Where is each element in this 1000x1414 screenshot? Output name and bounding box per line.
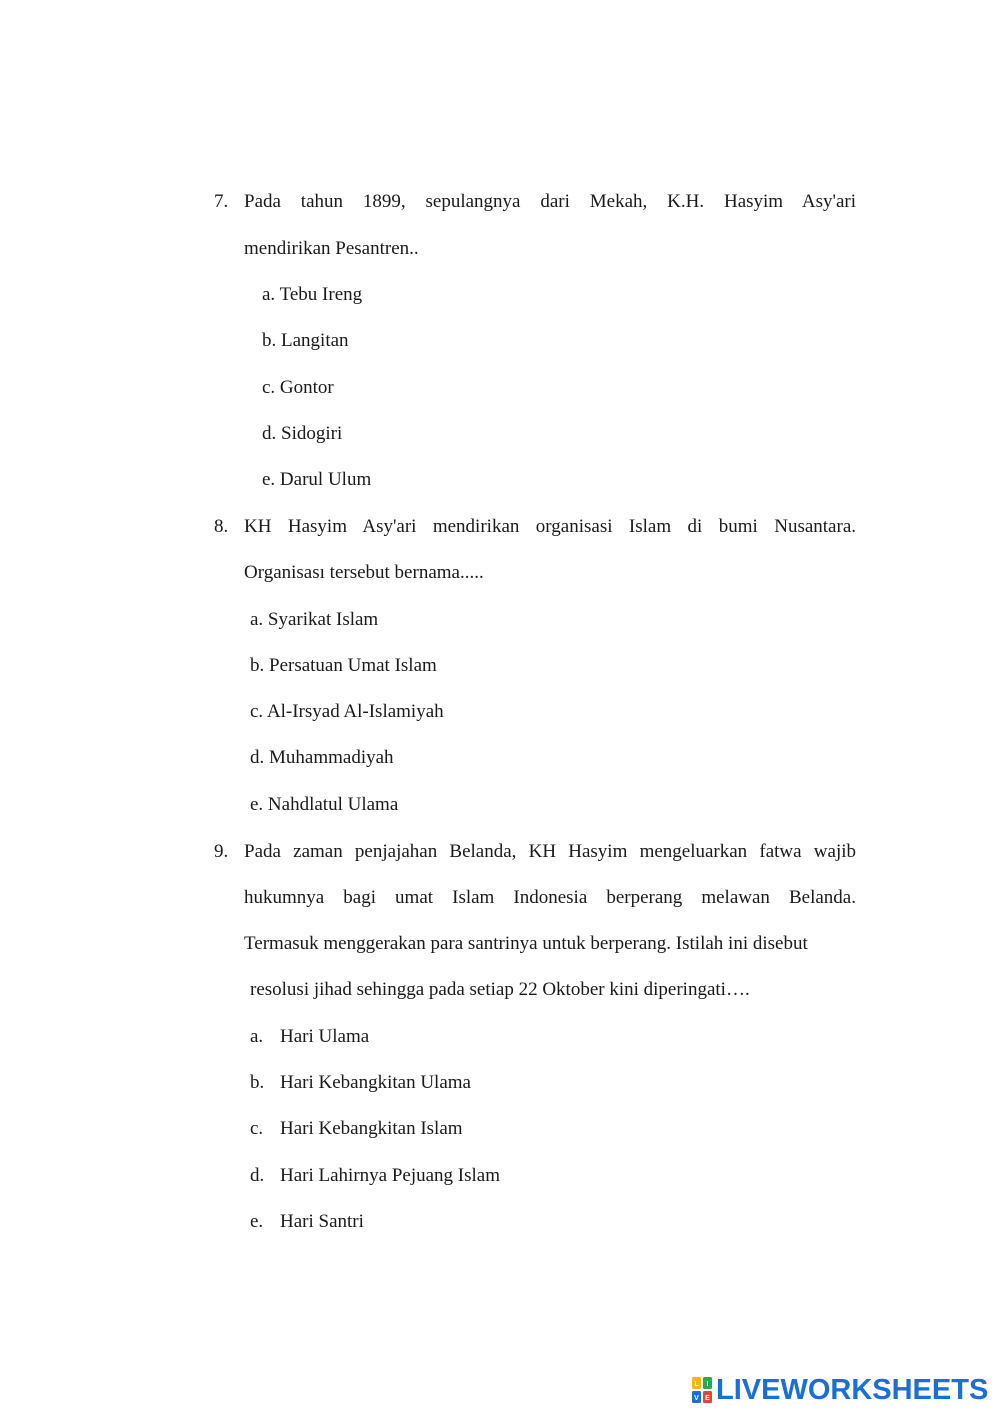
question-7-option-b[interactable]: b. Langitan — [262, 330, 349, 351]
question-8-option-a[interactable]: a. Syarikat Islam — [250, 609, 379, 630]
question-7-option-c[interactable]: c. Gontor — [262, 377, 334, 398]
question-9-option-e-text[interactable]: Hari Santri — [280, 1211, 364, 1232]
question-9-option-c-text[interactable]: Hari Kebangkitan Islam — [280, 1118, 463, 1139]
question-7-option-a[interactable]: a. Tebu Ireng — [262, 284, 363, 305]
question-7-option-e[interactable]: e. Darul Ulum — [262, 469, 372, 490]
question-9-stem-line-3: Termasuk menggerakan para santrinya untuk berperang. Istilah ini disebut — [244, 933, 808, 954]
liveworksheets-logo-text: LIVEWORKSHEETS — [716, 1374, 989, 1406]
question-8-option-b[interactable]: b. Persatuan Umat Islam — [250, 655, 437, 676]
svg-text:L: L — [694, 1381, 699, 1388]
liveworksheets-logo-mark-icon — [692, 1377, 712, 1403]
question-9-option-e-letter[interactable]: e. — [250, 1211, 264, 1232]
question-9-option-a-letter[interactable]: a. — [250, 1026, 264, 1047]
question-7-stem-line-1: Pada tahun 1899, sepulangnya dari Mekah, K.H. Hasyim Asy'ari — [244, 191, 856, 212]
question-8-option-e[interactable]: e. Nahdlatul Ulama — [250, 794, 399, 815]
question-9-number: 9. — [214, 841, 229, 862]
question-9-option-a-text[interactable]: Hari Ulama — [280, 1026, 370, 1047]
svg-text:V: V — [694, 1395, 699, 1402]
svg-text:I: I — [706, 1381, 709, 1388]
liveworksheets-logo — [692, 1373, 988, 1407]
question-7-stem-line-2: mendirikan Pesantren.. — [244, 238, 419, 259]
question-9-option-c-letter[interactable]: c. — [250, 1118, 264, 1139]
question-8-option-d[interactable]: d. Muhammadiyah — [250, 747, 394, 768]
question-8-number: 8. — [214, 516, 229, 537]
svg-text:E: E — [705, 1395, 710, 1402]
question-9-stem-line-4: resolusi jihad sehingga pada setiap 22 Oktober kini diperingati…. — [250, 979, 750, 1000]
question-9-stem-line-1: Pada zaman penjajahan Belanda, KH Hasyim mengeluarkan fatwa wajib — [244, 841, 856, 862]
question-8-option-c[interactable]: c. Al-Irsyad Al-Islamiyah — [250, 701, 444, 722]
question-7-number: 7. — [214, 191, 229, 212]
question-7-option-d[interactable]: d. Sidogiri — [262, 423, 343, 444]
question-9-option-d-text[interactable]: Hari Lahirnya Pejuang Islam — [280, 1165, 501, 1186]
question-9-option-b-text[interactable]: Hari Kebangkitan Ulama — [280, 1072, 471, 1093]
question-8-stem-line-2: Organisası tersebut bernama..... — [244, 562, 484, 583]
question-9-stem-line-2: hukumnya bagi umat Islam Indonesia berperang melawan Belanda. — [244, 887, 856, 908]
question-9-option-d-letter[interactable]: d. — [250, 1165, 265, 1186]
question-9-option-b-letter[interactable]: b. — [250, 1072, 265, 1093]
question-8-stem-line-1: KH Hasyim Asy'ari mendirikan organisasi Islam di bumi Nusantara. — [244, 516, 856, 537]
